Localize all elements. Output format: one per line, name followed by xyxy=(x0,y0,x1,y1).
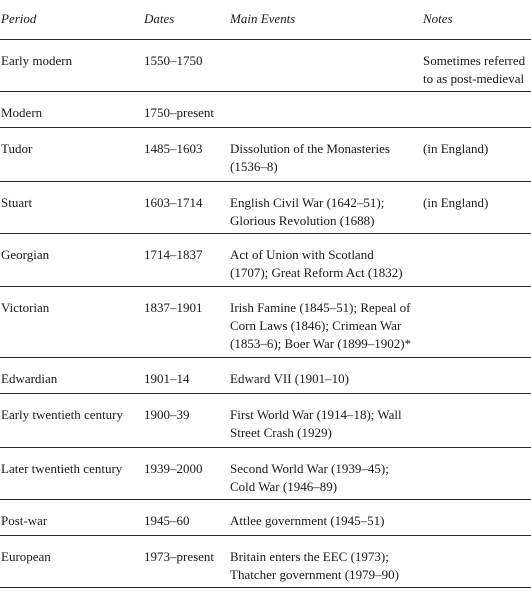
notes-cell: (in England) xyxy=(423,141,489,156)
header-dates: Dates xyxy=(144,11,175,26)
events-cell: English Civil War (1642–51); Glorious Revolution (1688) xyxy=(230,195,385,228)
period-cell: Early twentieth century xyxy=(1,407,124,422)
dates-cell: 1945–60 xyxy=(144,513,190,528)
period-cell: Georgian xyxy=(1,247,50,262)
dates-cell: 1550–1750 xyxy=(144,53,203,68)
events-cell: Act of Union with Scotland (1707); Great Reform Act (1832) xyxy=(230,247,403,280)
events-cell: Edward VII (1901–10) xyxy=(230,371,349,386)
table-row xyxy=(0,500,531,536)
header-period: Period xyxy=(1,11,37,26)
dates-cell: 1939–2000 xyxy=(144,461,203,476)
dates-cell: 1485–1603 xyxy=(144,141,203,156)
dates-cell: 1603–1714 xyxy=(144,195,203,210)
dates-cell: 1900–39 xyxy=(144,407,190,422)
dates-cell: 1714–1837 xyxy=(144,247,203,262)
period-cell: Modern xyxy=(1,105,43,120)
table-row xyxy=(0,536,531,588)
notes-cell: Sometimes referred to as post-medieval xyxy=(423,53,526,86)
period-cell: Stuart xyxy=(1,195,33,210)
notes-cell: (in England) xyxy=(423,195,489,210)
events-cell: Irish Famine (1845–51); Repeal of Corn Laws (1846); Crimean War (1853–6); Boer War (1899–1902)* xyxy=(230,300,412,351)
period-cell: European xyxy=(1,549,51,564)
events-cell: Britain enters the EEC (1973); Thatcher government (1979–90) xyxy=(230,549,399,582)
table-row xyxy=(0,234,531,287)
dates-cell: 1973–present xyxy=(144,549,215,564)
table-header xyxy=(0,0,531,40)
table-row xyxy=(0,358,531,394)
table-row xyxy=(0,394,531,448)
table-row xyxy=(0,40,531,92)
table-row xyxy=(0,448,531,500)
period-cell: Later twentieth century xyxy=(1,461,123,476)
period-cell: Tudor xyxy=(1,141,33,156)
dates-cell: 1750–present xyxy=(144,105,215,120)
events-cell: Second World War (1939–45); Cold War (1946–89) xyxy=(230,461,389,494)
period-cell: Early modern xyxy=(1,53,73,68)
dates-cell: 1837–1901 xyxy=(144,300,203,315)
events-cell: Attlee government (1945–51) xyxy=(230,513,385,528)
table-row xyxy=(0,128,531,182)
table-row xyxy=(0,287,531,358)
header-notes: Notes xyxy=(423,11,453,26)
table-row xyxy=(0,92,531,128)
period-cell: Post-war xyxy=(1,513,48,528)
dates-cell: 1901–14 xyxy=(144,371,190,386)
events-cell: Dissolution of the Monasteries (1536–8) xyxy=(230,141,390,174)
period-cell: Edwardian xyxy=(1,371,58,386)
header-main-events: Main Events xyxy=(230,11,296,26)
events-cell: First World War (1914–18); Wall Street Crash (1929) xyxy=(230,407,402,440)
table-row xyxy=(0,182,531,234)
period-cell: Victorian xyxy=(1,300,50,315)
